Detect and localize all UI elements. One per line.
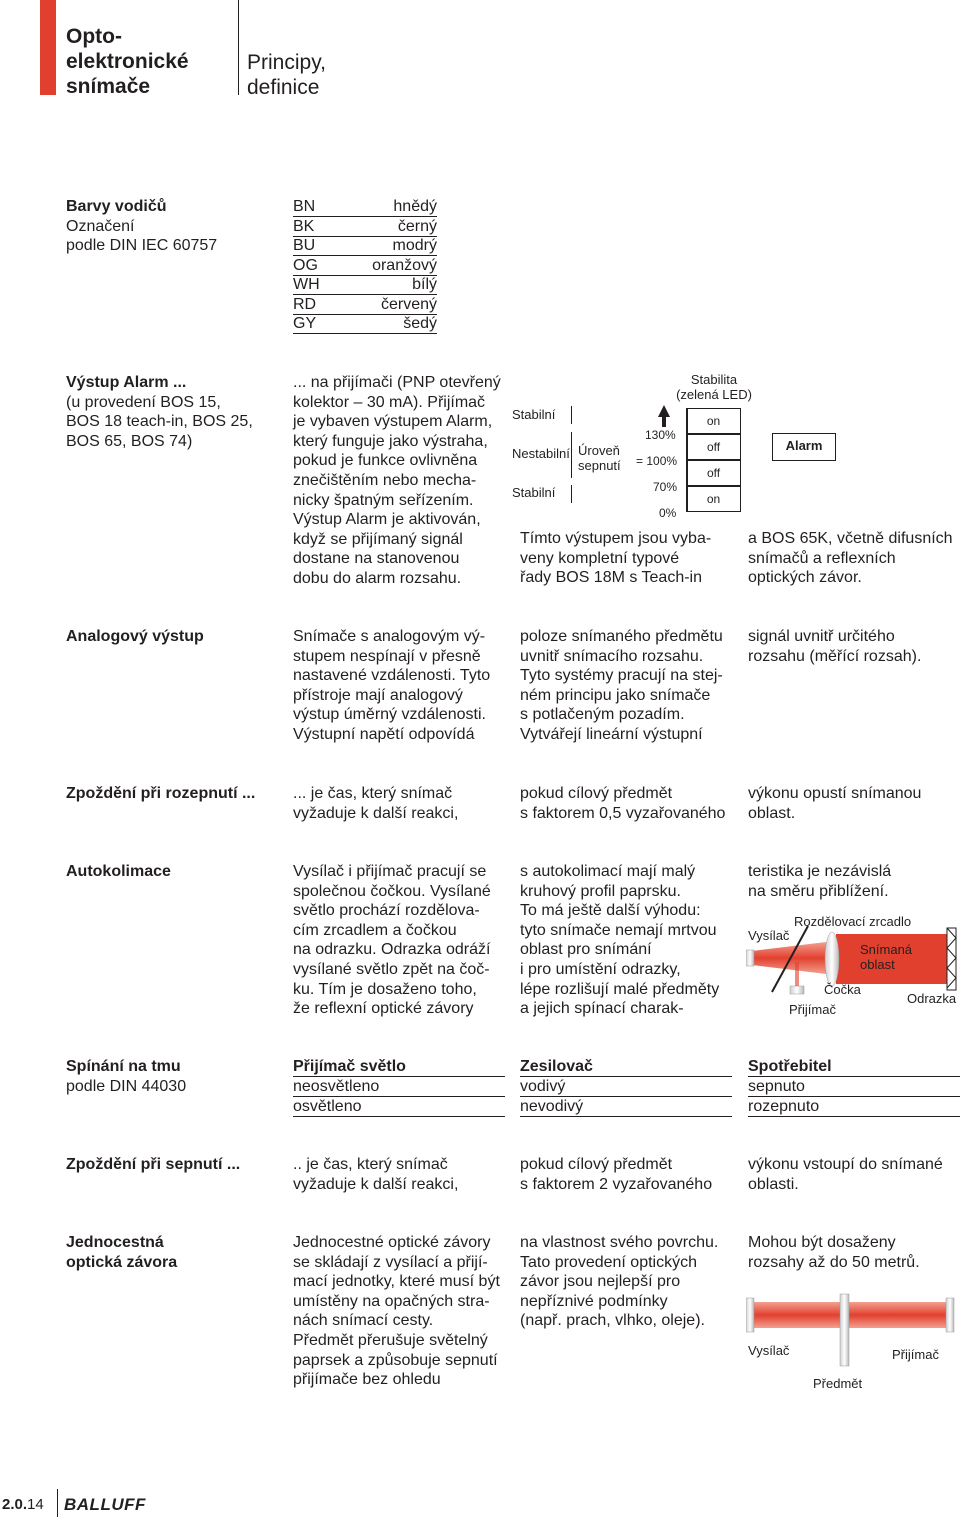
- stability-led-label: Stabilita (zelená LED): [676, 372, 752, 402]
- stable-top-label: Stabilní: [512, 407, 556, 422]
- led-box-left-edge: [686, 408, 688, 512]
- dark-on-label: Spínání na tmu podle DIN 44030: [66, 1058, 187, 1095]
- autocollimation-label: Autokolimace: [66, 863, 171, 880]
- led-state-box: off: [686, 434, 741, 460]
- stable-bottom-label: Stabilní: [512, 485, 556, 500]
- reflector-label: Odrazka: [907, 991, 957, 1006]
- lens: [825, 932, 839, 986]
- level-0: 0%: [659, 506, 677, 520]
- emitter-body: [746, 950, 754, 966]
- through-beam-col2: Jednocestné optické závory se skládají z vysílací a přijí- mací jednotky, které musí být umístěny na opačných stra- nách snímací cesty. Předmět přerušuje světelný paprsek a způsobuje sepnutí přijímače bez ohledu: [293, 1234, 500, 1389]
- unstable-tick: [571, 432, 572, 478]
- section-color-bar: [40, 0, 56, 95]
- emitter-unit: [746, 1298, 754, 1332]
- off-delay-label: Zpoždění při rozepnutí ...: [66, 785, 256, 802]
- level-70: 70%: [653, 480, 678, 494]
- wire-color-row: BK černý: [293, 218, 437, 235]
- switching-level-label: Úroveň sepnutí: [578, 443, 621, 473]
- tb-emitter-label: Vysílač: [748, 1343, 790, 1358]
- alarm-text-col4: a BOS 65K, včetně difusních snímačů a reflexních optických závor.: [748, 530, 953, 587]
- tb-receiver-label: Přijímač: [892, 1347, 939, 1362]
- dark-on-column: Spotřebitel sepnuto rozepnuto: [748, 1057, 960, 1117]
- beam-narrow: [752, 942, 826, 974]
- wire-colors-label: Barvy vodičů Označení podle DIN IEC 60757: [66, 198, 218, 255]
- autocollimation-col4: teristika je nezávislá na směru přiblížení.: [748, 863, 892, 900]
- level-100: = 100%: [636, 454, 678, 468]
- wire-color-row: OG oranžový: [293, 257, 437, 274]
- analog-col4: signál uvnitř určitého rozsahu (měřící rozsah).: [748, 628, 922, 665]
- through-beam-label: Jednocestná optická závora: [66, 1234, 178, 1271]
- through-beam-col4: Mohou být dosaženy rozsahy až do 50 metrů.: [748, 1234, 920, 1271]
- alarm-label: Výstup Alarm ... (u provedení BOS 15, BOS 18 teach-in, BOS 25, BOS 65, BOS 74): [66, 374, 253, 450]
- wire-color-row: BU modrý: [293, 237, 437, 254]
- stable-top-tick: [571, 406, 572, 424]
- brand-logo: BALLUFF: [64, 1495, 146, 1514]
- off-delay-col2: ... je čas, který snímač vyžaduje k další reakci,: [293, 785, 459, 822]
- led-state-box: off: [686, 460, 741, 486]
- arrow-up-icon: [655, 405, 673, 427]
- tb-object-label: Předmět: [813, 1376, 863, 1391]
- target-object: [840, 1294, 849, 1366]
- analog-col3: poloze snímaného předmětu uvnitř snímacího rozsahu. Tyto systémy pracují na stej- ném principu jako snímače s potlačeným pozadím. Vytvářejí lineární výstupní: [520, 628, 723, 743]
- footer-divider: [57, 1489, 58, 1517]
- alarm-text-col3: Tímto výstupem jsou vyba- veny kompletní typové řady BOS 18M s Teach-in: [520, 530, 712, 587]
- section-title: Opto- elektronické snímače: [66, 25, 189, 98]
- through-beam-col3: na vlastnost svého povrchu. Tato provedení optických závor jsou nejlepší pro nepříznivé podmínky (např. prach, vlhko, oleje).: [520, 1234, 719, 1330]
- on-delay-col4: výkonu vstoupí do snímané oblasti.: [748, 1156, 943, 1193]
- wire-color-row: RD červený: [293, 296, 437, 313]
- dark-on-column: Přijímač světlo neosvětleno osvětleno: [293, 1057, 505, 1117]
- led-state-box: on: [686, 408, 741, 434]
- wire-color-row: WH bílý: [293, 276, 437, 293]
- on-delay-col3: pokud cílový předmět s faktorem 2 vyzařovaného: [520, 1156, 713, 1193]
- emitter-label: Vysílač: [748, 928, 790, 943]
- wire-color-row: GY šedý: [293, 315, 437, 332]
- lens-label: Čočka: [824, 982, 861, 997]
- off-delay-col3: pokud cílový předmět s faktorem 0,5 vyzařovaného: [520, 785, 726, 822]
- led-state-box: on: [686, 486, 741, 512]
- light-beam: [752, 1302, 948, 1328]
- receiver-body: [790, 986, 804, 994]
- wire-color-row: BN hnědý: [293, 198, 437, 215]
- alarm-text: ... na přijímači (PNP otevřený kolektor – 30 mA). Přijímač je vybaven výstupem Alarm, který funguje jako výstraha, pokud je funkce ovlivněna znečištěním nebo mecha- nicky špatným seřízením. Výstup Alarm je aktivován, když se přijímaný signál dostane na stanovenou dobu do alarm rozsahu.: [293, 374, 501, 587]
- on-delay-col2: .. je čas, který snímač vyžaduje k další reakci,: [293, 1156, 459, 1193]
- stable-bottom-tick: [571, 485, 572, 503]
- analog-label: Analogový výstup: [66, 628, 204, 645]
- off-delay-col4: výkonu opustí snímanou oblast.: [748, 785, 922, 822]
- on-delay-label: Zpoždění při sepnutí ...: [66, 1156, 241, 1173]
- header-divider: [238, 0, 239, 95]
- receiver-label: Přijímač: [789, 1002, 836, 1017]
- unstable-label: Nestabilní: [512, 446, 570, 461]
- page-title: Principy, definice: [247, 51, 326, 99]
- receiver-unit: [946, 1298, 954, 1332]
- analog-col2: Snímače s analogovým vý- stupem nespínají v přesně nastavené vzdálenosti. Tyto přístroje mají analogový výstup úměrný vzdálenosti. Výstupní napětí odpovídá: [293, 628, 491, 743]
- alarm-output-box: Alarm: [772, 433, 836, 461]
- page-number: 2.0.14: [2, 1496, 44, 1513]
- autocollimation-col2: Vysílač i přijímač pracují se společnou čočkou. Vysílané světlo prochází rozdělova- cím zrcadlem a čočkou na odrazku. Odrazka odráží vysílané světlo zpět na čoč- ku. Tím je dosaženo toho, že reflexní optické závory: [293, 863, 491, 1018]
- beam-splitter-label: Rozdělovací zrcadlo: [794, 914, 912, 929]
- level-130: 130%: [645, 428, 676, 442]
- autocollimation-col3: s autokolimací mají malý kruhový profil paprsku. To má ještě další výhodu: tyto snímače nemají mrtvou oblast pro snímání i pro umístění odrazky, lépe rozlišují malé předměty a jejich spínací charak-: [520, 863, 720, 1018]
- dark-on-column: Zesilovač vodivý nevodivý: [520, 1057, 732, 1117]
- sensing-area-label: Snímaná oblast: [860, 942, 913, 972]
